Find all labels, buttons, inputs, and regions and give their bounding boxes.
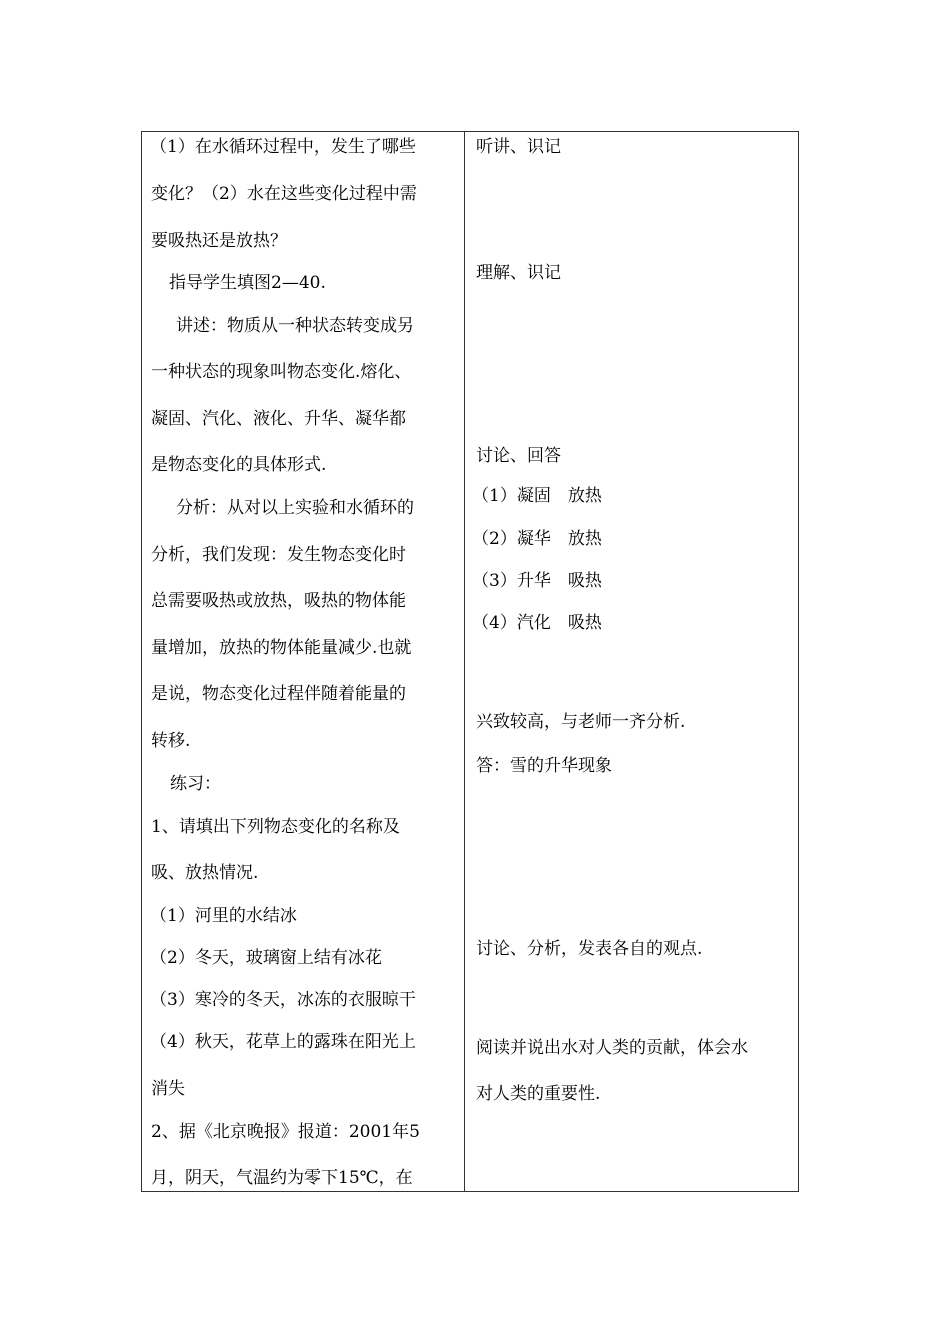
- text-line: 对人类的重要性.: [476, 1084, 601, 1104]
- text-line: 月，阴天，气温约为零下15℃，在: [151, 1168, 413, 1188]
- text-line: （4）秋天，花草上的露珠在阳光上: [150, 1032, 416, 1052]
- text-line: （1）河里的水结冰: [150, 906, 297, 926]
- text-line: 吸、放热情况.: [151, 863, 259, 883]
- text-line: 答：雪的升华现象: [476, 756, 612, 776]
- text-line: 指导学生填图2—40.: [169, 273, 326, 293]
- text-line: 练习：: [170, 774, 221, 794]
- text-line: 量增加，放热的物体能量减少.也就: [151, 638, 412, 658]
- text-line: 变化？（2）水在这些变化过程中需: [151, 184, 417, 204]
- text-line: （4）汽化 吸热: [472, 613, 602, 633]
- text-line: （1）在水循环过程中，发生了哪些: [150, 137, 416, 157]
- text-line: （1）凝固 放热: [472, 486, 602, 506]
- text-line: 分析：从对以上实验和水循环的: [176, 498, 414, 518]
- text-line: 听讲、识记: [476, 137, 561, 157]
- text-line: 讨论、分析，发表各自的观点.: [476, 939, 703, 959]
- text-line: 消失: [151, 1079, 185, 1099]
- text-line: （2）冬天，玻璃窗上结有冰花: [150, 948, 382, 968]
- text-line: 是说，物态变化过程伴随着能量的: [151, 684, 406, 704]
- text-line: （2）凝华 放热: [472, 529, 602, 549]
- text-line: 一种状态的现象叫物态变化.熔化、: [151, 362, 412, 382]
- text-line: 兴致较高，与老师一齐分析.: [476, 712, 686, 732]
- text-line: （3）升华 吸热: [472, 571, 602, 591]
- text-line: 1、请填出下列物态变化的名称及: [151, 817, 400, 837]
- lesson-table: [141, 131, 799, 1192]
- text-line: 要吸热还是放热？: [151, 231, 287, 251]
- text-line: 转移.: [151, 731, 191, 751]
- text-line: 讲述：物质从一种状态转变成另: [176, 316, 414, 336]
- text-line: 是物态变化的具体形式.: [151, 455, 327, 475]
- text-line: 2、据《北京晚报》报道：2001年5: [151, 1122, 420, 1142]
- text-line: （3）寒冷的冬天，冰冻的衣服晾干: [150, 990, 416, 1010]
- text-line: 总需要吸热或放热，吸热的物体能: [151, 591, 406, 611]
- text-line: 阅读并说出水对人类的贡献，体会水: [476, 1038, 748, 1058]
- text-line: 理解、识记: [476, 263, 561, 283]
- text-line: 讨论、回答: [476, 446, 561, 466]
- text-line: 凝固、汽化、液化、升华、凝华都: [151, 409, 406, 429]
- text-line: 分析，我们发现：发生物态变化时: [151, 545, 406, 565]
- column-divider: [464, 132, 465, 1191]
